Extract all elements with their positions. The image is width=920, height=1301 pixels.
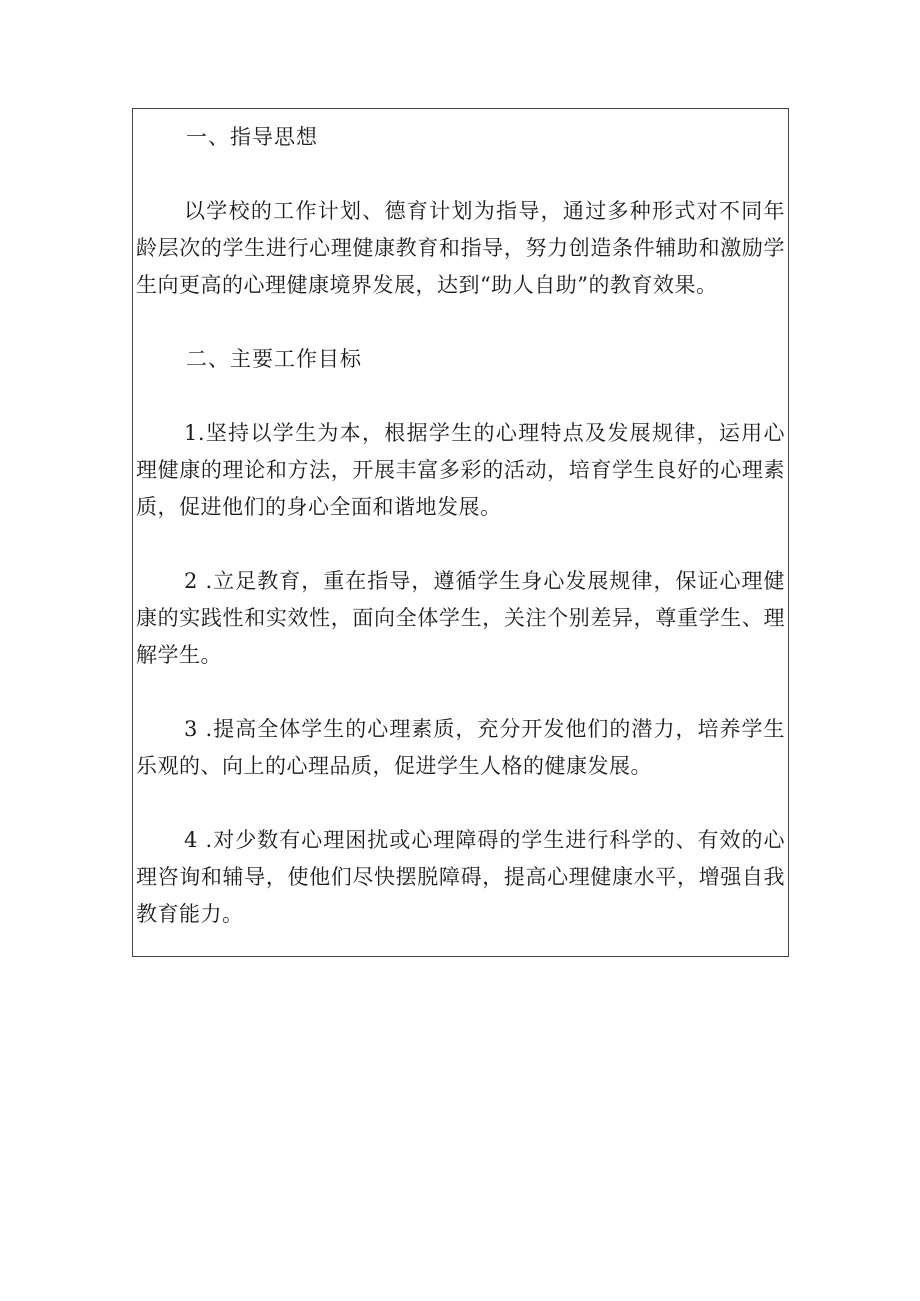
spacer xyxy=(136,304,785,341)
goal-item-1: 1.坚持以学生为本，根据学生的心理特点及发展规律，运用心理健康的理论和方法，开展丰富多彩的活动，培育学生良好的心理素质，促进他们的身心全面和谐地发展。 xyxy=(136,421,785,519)
goal-item-3: 3 .提高全体学生的心理素质，充分开发他们的潜力，培养学生乐观的、向上的心理品质，促进学生人格的健康发展。 xyxy=(136,717,785,778)
spacer xyxy=(136,785,785,822)
goal-item-4: 4 .对少数有心理困扰或心理障碍的学生进行科学的、有效的心理咨询和辅导，使他们尽快摆脱障碍，提高心理健康水平，增强自我教育能力。 xyxy=(136,828,785,926)
goal-item-2: 2 .立足教育，重在指导，遵循学生身心发展规律，保证心理健康的实践性和实效性，面向全体学生，关注个别差异，尊重学生、理解学生。 xyxy=(136,569,785,667)
guiding-ideology-paragraph: 以学校的工作计划、德育计划为指导，通过多种形式对不同年龄层次的学生进行心理健康教育和指导，努力创造条件辅助和激励学生向更高的心理健康境界发展，达到“助人自助”的教育效果。 xyxy=(136,199,785,297)
spacer xyxy=(136,526,785,563)
section-heading-main-goals: 二、主要工作目标 xyxy=(186,347,362,371)
spacer xyxy=(136,378,785,415)
spacer xyxy=(136,156,785,193)
section-heading-guiding-ideology: 一、指导思想 xyxy=(186,125,318,149)
spacer xyxy=(136,674,785,711)
content-table-cell xyxy=(132,108,789,957)
